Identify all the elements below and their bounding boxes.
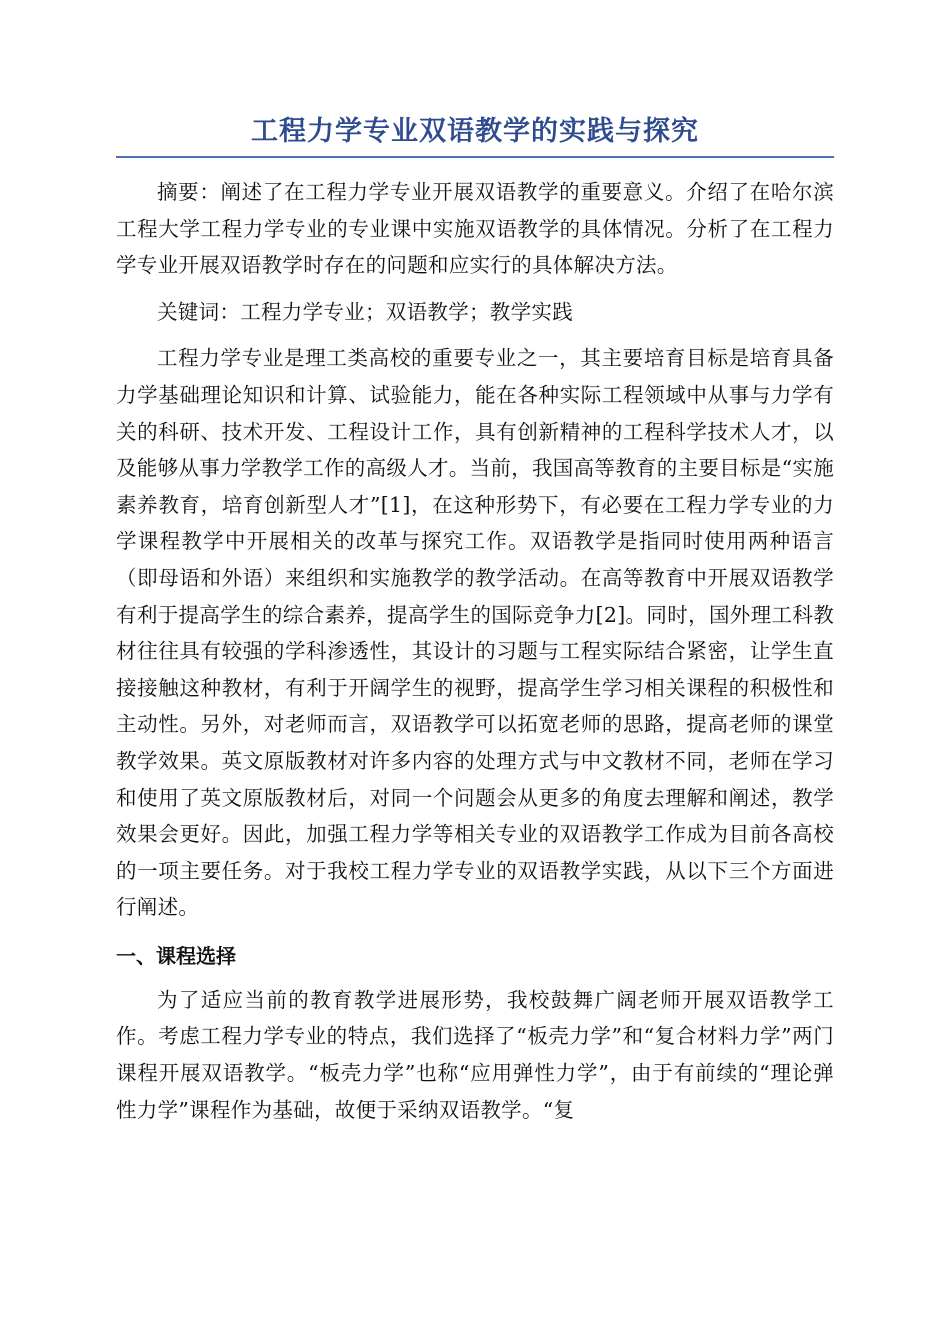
abstract-paragraph: 摘要：阐述了在工程力学专业开展双语教学的重要意义。介绍了在哈尔滨工程大学工程力学专业的专业课中实施双语教学的具体情况。分析了在工程力学专业开展双语教学时存在的问题和应实行的具体解决方法。	[116, 180, 834, 278]
title-underline	[116, 156, 834, 158]
section-heading-course-selection: 一、课程选择	[116, 943, 236, 968]
intro-paragraph: 工程力学专业是理工类高校的重要专业之一，其主要培育目标是培育具备力学基础理论知识和计算、试验能力，能在各种实际工程领域中从事与力学有关的科研、技术开发、工程设计工作，具有创新精神的工程科学技术人才，以及能够从事力学教学工作的高级人才。当前，我国高等教育的主要目标是“实施素养教育，培育创新型人才”[1]，在这种形势下，有必要在工程力学专业的力学课程教学中开展相关的改革与探究工作。双语教学是指同时使用两种语言（即母语和外语）来组织和实施教学的教学活动。在高等教育中开展双语教学有利于提高学生的综合素养，提高学生的国际竞争力[2]。同时，国外理工科教材往往具有较强的学科渗透性，其设计的习题与工程实际结合紧密，让学生直接接触这种教材，有利于开阔学生的视野，提高学生学习相关课程的积极性和主动性。另外，对老师而言，双语教学可以拓宽老师的思路，提高老师的课堂教学效果。英文原版教材对许多内容的处理方式与中文教材不同，老师在学习和使用了英文原版教材后，对同一个问题会从更多的角度去理解和阐述，教学效果会更好。因此，加强工程力学等相关专业的双语教学工作成为目前各高校的一项主要任务。对于我校工程力学专业的双语教学实践，从以下三个方面进行阐述。	[116, 346, 834, 920]
keywords-paragraph: 关键词：工程力学专业；双语教学；教学实践	[157, 299, 573, 324]
document-title: 工程力学专业双语教学的实践与探究	[251, 116, 699, 147]
section1-paragraph: 为了适应当前的教育教学进展形势，我校鼓舞广阔老师开展双语教学工作。考虑工程力学专业的特点，我们选择了“板壳力学”和“复合材料力学”两门课程开展双语教学。“板壳力学”也称“应用弹性力学”，由于有前续的“理论弹性力学”课程作为基础，故便于采纳双语教学。“复	[116, 987, 834, 1122]
